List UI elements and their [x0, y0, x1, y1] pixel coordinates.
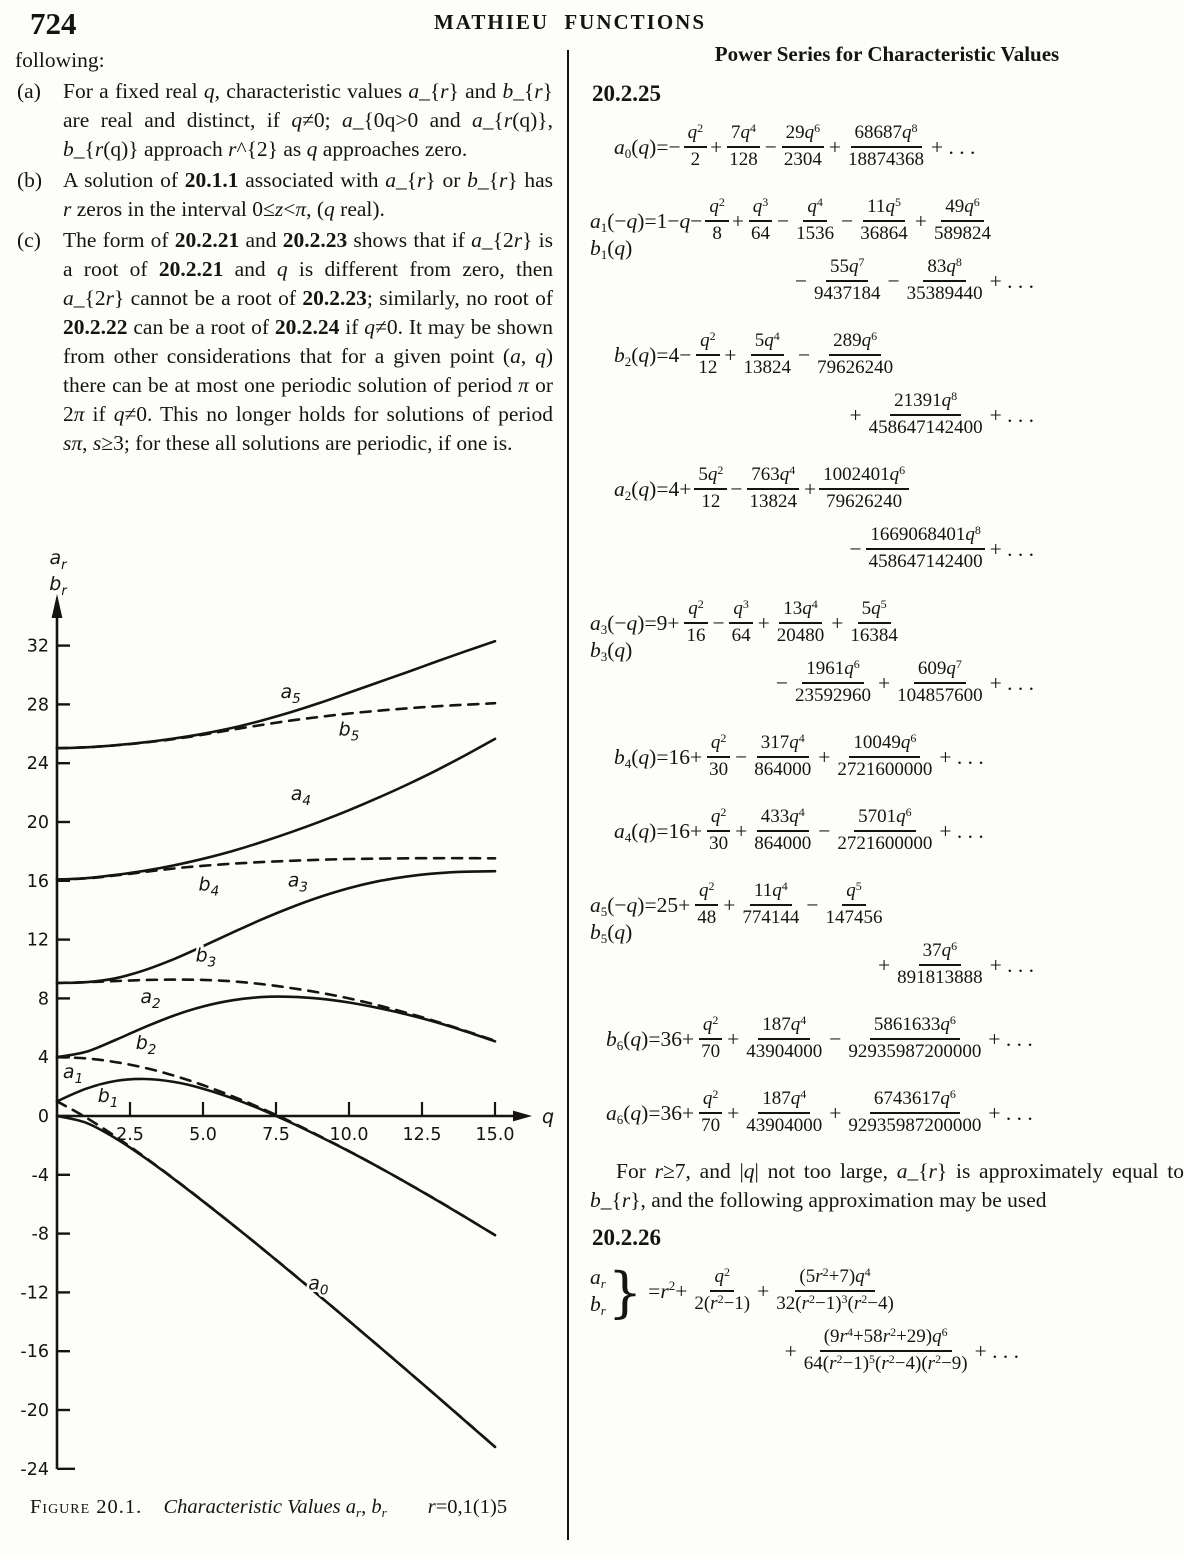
fraction: $\frac{q^2}{30}$ — [705, 732, 732, 782]
math-text: =25+ — [644, 892, 691, 917]
math-text: + — [914, 208, 927, 233]
math-text: − — [849, 536, 862, 561]
math-text: + . . . — [989, 952, 1034, 977]
math-text: + — [731, 208, 745, 233]
equation-a5-b5 — [590, 875, 1184, 995]
math-text: − — [841, 208, 854, 233]
equation-number-20-2-26: 20.2.26 — [592, 1225, 661, 1250]
math-text: + . . . — [988, 1026, 1033, 1051]
y-tick-label: 12 — [26, 930, 49, 951]
equation-list — [590, 117, 1184, 1143]
math-text: + . . . — [939, 744, 984, 769]
item-c-text: The form of 20.2.21 and 20.2.23 shows that if a_{2r} is a root of 20.2.21 and q is different from zero, then a_{2r} cannot be a root of 20.2.23; similarly, no root of 20.2.22 can be a root of 20.2.24 if q≠0. It may be shown from other considerations that for a given point (a, q) there can be at most one periodic solution of period π or 2π if q≠0. This no longer holds for solutions of period sπ, s≥3; for these all solutions are periodic, if one is. — [63, 228, 554, 455]
curve-a2 — [57, 997, 495, 1058]
equation-line — [590, 459, 1184, 519]
math-text: $a_6(q)=36+$ — [606, 1100, 695, 1127]
y-tick-label: 16 — [26, 871, 49, 892]
fraction: $\frac{1961q^6}{23592960}$ — [794, 657, 871, 706]
equation-b2 — [590, 325, 1184, 445]
fraction: $\frac{11q^4}{774144}$ — [742, 879, 800, 928]
fraction: $\frac{5q^4}{13824}$ — [743, 329, 791, 378]
math-text: − — [735, 744, 748, 769]
y-tick-label: -8 — [31, 1224, 49, 1245]
equation-line — [590, 519, 1184, 579]
fraction: $\frac{q^3}{64}$ — [747, 196, 774, 246]
equation-line — [590, 593, 1184, 664]
fraction: $\frac{q^2}{16}$ — [682, 598, 709, 648]
section-heading: Power Series for Characteristic Values — [714, 42, 1060, 66]
math-text: =1−q− — [644, 208, 703, 233]
equation-line — [590, 251, 1184, 311]
y-tick-label: -4 — [31, 1165, 49, 1186]
item-a-label: (a) — [17, 79, 41, 103]
math-text: $=r^2+$ — [648, 1277, 688, 1303]
curve-label-a0: $a_0$ — [308, 1272, 329, 1299]
fraction: $\frac{289q^6}{79626240}$ — [817, 329, 894, 378]
math-text: + — [735, 818, 748, 843]
y-tick-label: 8 — [37, 989, 49, 1010]
fraction: $\frac{10049q^6}{2721600000}$ — [837, 731, 933, 780]
equation-a4 — [590, 801, 1184, 861]
equation-line — [590, 1009, 1184, 1069]
equation-a6 — [590, 1083, 1184, 1143]
curve-b3 — [57, 980, 495, 1041]
math-text: + . . . — [931, 134, 976, 159]
fraction: $\frac{433q^4}{864000}$ — [754, 805, 812, 854]
math-text: + — [710, 134, 723, 159]
equation-line — [590, 801, 1184, 861]
math-text: + — [818, 744, 831, 769]
running-head: MATHIEU FUNCTIONS — [433, 10, 707, 34]
fraction: $\frac{q^2}{48}$ — [693, 880, 720, 930]
list-item-a — [15, 77, 553, 164]
equation-line — [590, 875, 1184, 946]
page-number: 724 — [30, 6, 77, 41]
equation-a3-b3 — [590, 593, 1184, 713]
curve-label-a3: $a_3$ — [287, 869, 309, 896]
fraction: $\frac{187q^4}{43904000}$ — [746, 1087, 823, 1136]
math-text: $a_2(q)=4+$ — [614, 476, 692, 503]
curve-b5 — [57, 703, 495, 748]
math-text: − — [887, 268, 900, 293]
math-text: − — [775, 670, 788, 695]
math-text: $a_4(q)=16+$ — [614, 818, 703, 845]
y-tick-label: 28 — [26, 695, 49, 716]
fraction: $\frac{21391q^8}{458647142400}$ — [868, 389, 983, 438]
fraction: $\frac{13q^4}{20480}$ — [776, 597, 825, 646]
equation-line — [590, 385, 1184, 445]
math-text: =9+ — [644, 610, 680, 635]
curve-label-b4: $b_4$ — [198, 873, 220, 900]
y-tick-label: -24 — [20, 1459, 49, 1480]
intro-text: following: — [15, 48, 105, 72]
y-tick-label: 20 — [26, 813, 49, 833]
equation-a1-b1 — [590, 191, 1184, 311]
fraction: $\frac{q^4}{1536}$ — [796, 195, 835, 244]
y-tick-label: -20 — [20, 1401, 49, 1421]
math-text: $b_6(q)=36+$ — [606, 1026, 695, 1053]
curve-a3 — [57, 871, 495, 983]
math-text: − — [806, 892, 819, 917]
math-text: + — [829, 1100, 842, 1125]
fraction: $\frac{q^2}{8}$ — [705, 196, 729, 246]
fraction: $\frac{q^2}{30}$ — [705, 806, 732, 856]
math-text: + — [828, 134, 842, 159]
curve-label-b3: $b_3$ — [195, 944, 217, 971]
curve-label-a1: $a_1$ — [62, 1060, 84, 1087]
x-axis-arrow — [513, 1111, 532, 1122]
math-text: + . . . — [988, 1100, 1033, 1125]
figure-20-1-chart — [8, 540, 564, 1492]
math-text: + — [784, 1338, 797, 1363]
curve-label-b2: $b_2$ — [135, 1032, 157, 1059]
curve-b2 — [57, 1057, 495, 1235]
math-text: − — [777, 208, 790, 233]
x-tick-label: 12.5 — [402, 1125, 442, 1145]
curve-label-a5: $a_5$ — [280, 680, 301, 707]
approximation-paragraph: For r≥7, and |q| not too large, a_{r} is approximately equal to b_{r}, and the following approximation may be used — [590, 1159, 1184, 1212]
figure-caption-title: Characteristic Values $a_r$, $b_r$ — [163, 1496, 387, 1520]
math-text: + — [727, 1026, 740, 1051]
equation-line — [590, 1321, 1184, 1381]
math-text: − — [712, 610, 725, 635]
fraction: $\frac{5q^2}{12}$ — [694, 464, 727, 514]
fraction: $\frac{5q^5}{16384}$ — [850, 597, 898, 646]
math-text: + — [757, 1278, 770, 1303]
x-tick-label: 5.0 — [189, 1125, 217, 1145]
math-text: $b_2(q)=4-$ — [614, 342, 692, 369]
curve-label-a2: $a_2$ — [140, 985, 161, 1012]
fraction: $\frac{29q^6}{2304}$ — [780, 122, 826, 172]
brace: } — [607, 1260, 643, 1324]
stacked-lhs: $a_r$ $b_r$ — [590, 1265, 606, 1318]
math-text: + — [803, 476, 817, 501]
fraction: $\frac{(9r^4+58r^2+29)q^6}{64(r^2-1)^5(r^2-4)(r^2-9)}$ — [803, 1325, 968, 1374]
curve-b4 — [57, 858, 495, 879]
fraction: $\frac{7q^4}{128}$ — [725, 122, 762, 172]
x-axis-title: q — [542, 1106, 555, 1128]
y-axis-title: $b_r$ — [49, 573, 67, 599]
math-text: + — [723, 892, 736, 917]
math-text: + — [724, 342, 737, 367]
y-tick-label: -12 — [20, 1283, 49, 1304]
equation-20-2-26 — [590, 1261, 1184, 1381]
fraction: $\frac{49q^6}{589824}$ — [933, 195, 991, 244]
item-c-label: (c) — [17, 228, 41, 252]
math-text: + . . . — [989, 536, 1034, 561]
y-tick-label: -16 — [20, 1342, 49, 1363]
fraction: $\frac{q^2}{2(r^2-1)}$ — [694, 1265, 751, 1314]
fraction: $\frac{q^2}{2}$ — [684, 122, 708, 172]
math-text: − — [797, 342, 811, 367]
math-text: + — [877, 670, 891, 695]
list-item-b — [15, 166, 553, 224]
math-text: + . . . — [989, 268, 1034, 293]
fraction: $\frac{83q^8}{35389440}$ — [906, 255, 983, 304]
equation-line — [590, 325, 1184, 385]
equation-a2 — [590, 459, 1184, 579]
x-tick-label: 2.5 — [116, 1125, 144, 1145]
math-text: + . . . — [989, 670, 1034, 695]
fraction: $\frac{37q^6}{891813888}$ — [897, 939, 983, 988]
equation-line — [590, 117, 1184, 177]
stacked-lhs: $a_5(-q)$ $b_5(q)$ — [590, 893, 645, 946]
equation-line — [590, 1083, 1184, 1143]
equation-line — [590, 1260, 1184, 1324]
math-text: − — [818, 818, 831, 843]
math-text: − — [764, 134, 777, 159]
math-text: + — [877, 952, 891, 977]
math-text: − — [794, 268, 807, 293]
curve-a4 — [57, 739, 495, 880]
equation-line — [590, 191, 1184, 262]
stacked-lhs: $a_3(-q)$ $b_3(q)$ — [590, 611, 645, 664]
curve-a5 — [57, 641, 495, 748]
math-text: $b_4(q)=16+$ — [614, 744, 703, 771]
equation-b4 — [590, 727, 1184, 787]
left-column — [15, 46, 553, 460]
fraction: $\frac{1002401q^6}{79626240}$ — [819, 464, 909, 514]
fraction: $\frac{q^2}{70}$ — [697, 1088, 724, 1138]
math-text: + — [727, 1100, 740, 1125]
math-text: + . . . — [939, 818, 984, 843]
fraction: $\frac{q^2}{12}$ — [694, 330, 721, 380]
fraction: $\frac{q^3}{64}$ — [728, 598, 755, 648]
figure-caption-note: r=0,1(1)5 — [427, 1496, 508, 1518]
fraction: $\frac{5861633q^6}{92935987200000}$ — [848, 1013, 982, 1062]
math-text: − — [730, 476, 743, 501]
y-tick-label: 24 — [26, 754, 49, 775]
equation-a0 — [590, 117, 1184, 177]
item-a-text: For a fixed real q, characteristic values a_{r} and b_{r} are real and distinct, if q≠0; a_{0q>0 and a_{r(q)}, b_{r(q)} approach r^{2} as q approaches zero. — [63, 79, 553, 161]
y-tick-label: 32 — [26, 636, 49, 657]
x-tick-label: 7.5 — [262, 1125, 290, 1145]
fraction: $\frac{187q^4}{43904000}$ — [746, 1013, 823, 1062]
y-tick-label: 0 — [37, 1107, 49, 1127]
fraction: $\frac{763q^4}{13824}$ — [745, 464, 801, 514]
equation-ar-br-approx — [590, 1261, 1184, 1381]
math-text: $a_0(q)=-$ — [614, 134, 681, 161]
x-tick-label: 10.0 — [329, 1125, 369, 1145]
item-b-text: A solution of 20.1.1 associated with a_{r} or b_{r} has r zeros in the interval 0≤z<π, (q real). — [63, 168, 554, 221]
fraction: $\frac{1669068401q^8}{458647142400}$ — [865, 524, 987, 574]
y-tick-label: 4 — [37, 1048, 49, 1069]
equation-line — [590, 653, 1184, 713]
math-text: − — [829, 1026, 842, 1051]
fraction: $\frac{q^2}{70}$ — [697, 1014, 724, 1064]
fraction: $\frac{609q^7}{104857600}$ — [897, 657, 983, 706]
fraction: $\frac{(5r^2+7)q^4}{32(r^2-1)^3(r^2-4)}$ — [776, 1265, 894, 1314]
right-column — [590, 42, 1184, 1395]
column-divider — [567, 50, 569, 1540]
curve-b1 — [57, 1101, 495, 1447]
math-text: + . . . — [974, 1338, 1019, 1363]
figure-caption — [30, 1496, 560, 1519]
fraction: $\frac{6743617q^6}{92935987200000}$ — [848, 1087, 982, 1136]
equation-number-20-2-25: 20.2.25 — [592, 81, 661, 106]
curve-label-b1: $b_1$ — [97, 1085, 119, 1112]
fraction: $\frac{q^5}{147456}$ — [825, 879, 883, 928]
stacked-lhs: $a_1(-q)$ $b_1(q)$ — [590, 209, 645, 262]
fraction: $\frac{317q^4}{864000}$ — [754, 731, 812, 780]
fraction: $\frac{5701q^6}{2721600000}$ — [837, 805, 933, 854]
math-text: + — [831, 610, 844, 635]
math-text: + — [849, 402, 862, 427]
curve-label-a4: $a_4$ — [290, 782, 311, 809]
y-axis-title: $a_r$ — [49, 547, 67, 573]
math-text: + — [757, 610, 770, 635]
curve-a0 — [57, 1116, 495, 1447]
equation-b6 — [590, 1009, 1184, 1069]
fraction: $\frac{11q^5}{36864}$ — [860, 195, 908, 244]
fraction: $\frac{68687q^8}{18874368}$ — [848, 121, 925, 170]
figure-caption-label: Figure 20.1. — [30, 1496, 143, 1518]
equation-line — [590, 727, 1184, 787]
x-tick-label: 15.0 — [475, 1125, 515, 1145]
curve-label-b5: $b_5$ — [338, 718, 360, 745]
equation-line — [590, 935, 1184, 995]
item-b-label: (b) — [17, 168, 43, 192]
fraction: $\frac{55q^7}{9437184}$ — [813, 255, 881, 304]
math-text: + . . . — [989, 402, 1034, 427]
list-item-c — [15, 226, 553, 458]
